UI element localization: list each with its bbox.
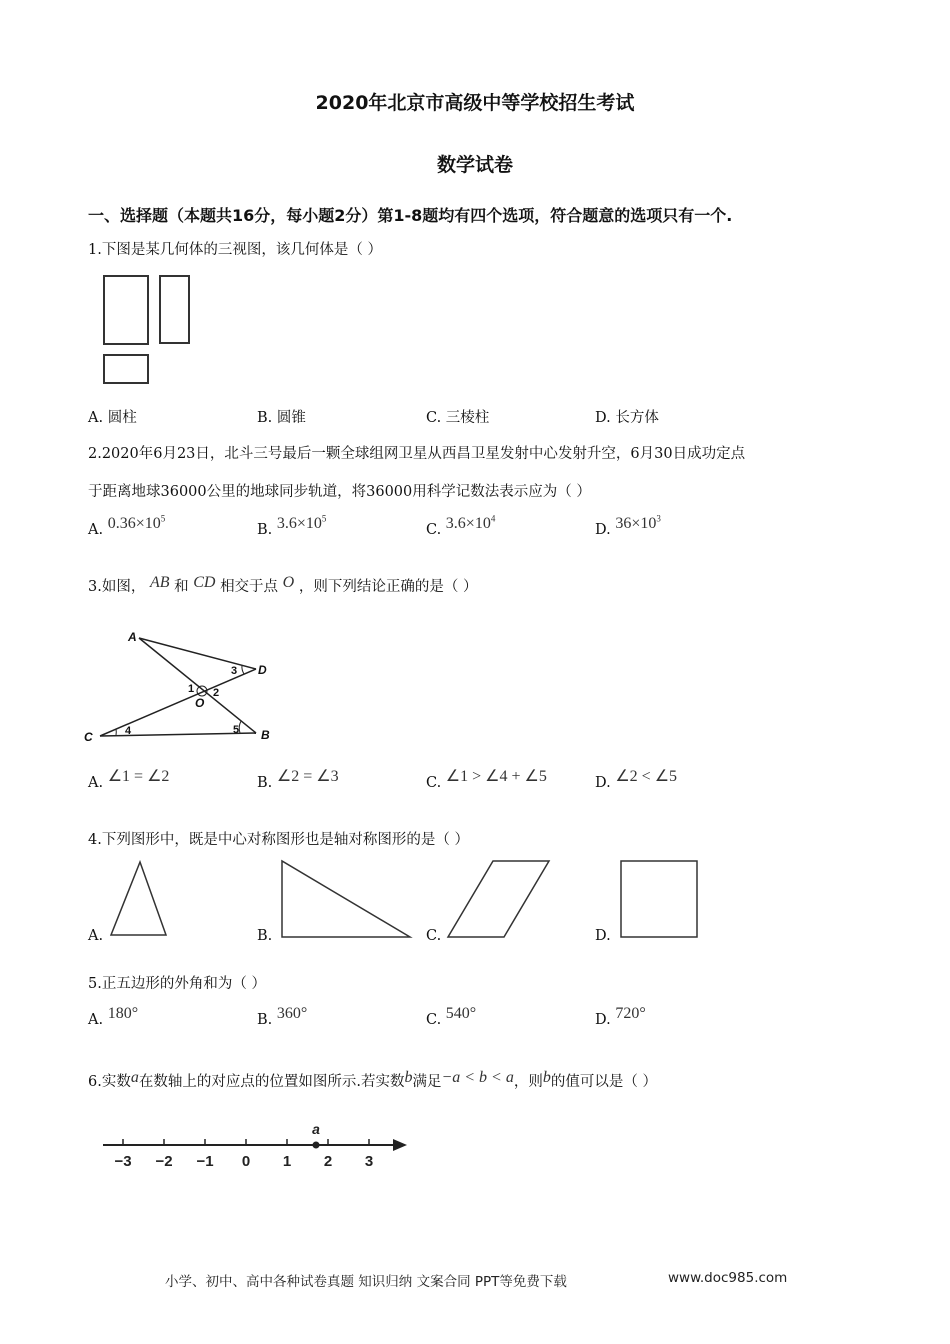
square-figure [618, 858, 700, 940]
q2-option-c: C. $3.6\times 10^4$ [426, 514, 496, 539]
q5-option-d: D. 720° [595, 1005, 646, 1028]
q2-option-d: D. $36\times 10^3$ [595, 514, 661, 539]
angle-label-1: 1 [188, 683, 195, 695]
q1-option-d: D. 长方体 [595, 410, 659, 426]
angle-label-4: 4 [125, 725, 132, 737]
question-2-stem-line2: 于距离地球36000公里的地球同步轨道，将36000用科学记数法表示应为（ ） [88, 484, 591, 500]
side-view-rect [160, 276, 189, 343]
q5-option-a: A. 180° [88, 1005, 139, 1028]
angle-5-arc [239, 721, 241, 733]
isosceles-triangle-figure [108, 858, 170, 940]
question-5-stem: 5.正五边形的外角和为（ ） [88, 976, 266, 992]
point-a-marker [313, 1142, 320, 1149]
angle-label-5: 5 [233, 724, 240, 736]
angle-label-3: 3 [231, 665, 238, 677]
label-d: D [258, 663, 267, 677]
q3-option-d: D. ∠2 < ∠5 [595, 768, 678, 791]
q4-option-a-letter: A. [88, 928, 104, 944]
q4-option-b-letter: B. [257, 928, 273, 944]
question-6-stem: 6.实数a在数轴上的对应点的位置如图所示.若实数b满足−a < b < a，则b的值可以是（ ） [88, 1069, 657, 1090]
right-triangle-figure [278, 858, 414, 940]
question-4-stem: 4.下列图形中，既是中心对称图形也是轴对称图形的是（ ） [88, 832, 469, 848]
number-line-tick-label: 0 [241, 1153, 251, 1170]
number-line-tick-label: −1 [196, 1153, 214, 1170]
q5-option-c: C. 540° [426, 1005, 477, 1028]
number-line-tick-label: 2 [323, 1153, 333, 1170]
label-c: C [84, 730, 93, 744]
q3-option-a: A. ∠1 = ∠2 [88, 768, 170, 791]
parallelogram-figure [445, 858, 553, 940]
label-o: O [195, 696, 205, 710]
q2-option-a: A. $0.36\times 10^5$ [88, 514, 166, 539]
label-b: B [261, 728, 270, 742]
top-view-rect [104, 355, 148, 383]
point-a-label: a [312, 1121, 320, 1137]
number-line-figure [95, 1118, 415, 1174]
angle-label-2: 2 [213, 687, 220, 699]
label-a: A [128, 630, 137, 644]
footer-site-link[interactable]: www.doc985.com [668, 1270, 788, 1286]
paper-subtitle: 数学试卷 [436, 154, 513, 176]
segment-ab [139, 638, 256, 733]
axis-arrow-icon [393, 1139, 407, 1151]
intersecting-lines-figure [82, 625, 282, 750]
exam-title: 2020年北京市高级中等学校招生考试 [315, 92, 635, 114]
section-heading: 一、选择题（本题共16分，每小题2分）第1-8题均有四个选项，符合题意的选项只有一个. [88, 206, 733, 225]
q1-option-a: A. 圆柱 [88, 410, 137, 426]
footer-text: 小学、初中、高中各种试卷真题 知识归纳 文案合同 PPT等免费下载 [165, 1274, 567, 1290]
question-2-stem-line1: 2.2020年6月23日，北斗三号最后一颗全球组网卫星从西昌卫星发射中心发射升空，6月30日成功定点 [88, 446, 746, 462]
number-line-tick-label: −2 [155, 1153, 173, 1170]
number-line-tick-label: −3 [114, 1153, 132, 1170]
question-1-stem: 1.下图是某几何体的三视图，该几何体是（ ） [88, 242, 382, 258]
q4-option-d-letter: D. [595, 928, 611, 944]
question-3-stem: 3.如图， AB 和 CD 相交于点 O ，则下列结论正确的是（ ） [88, 574, 478, 595]
q2-option-b: B. $3.6\times 10^5$ [257, 514, 327, 539]
number-line-tick-label: 1 [282, 1153, 292, 1170]
q1-option-c: C. 三棱柱 [426, 410, 490, 426]
q4-option-c-letter: C. [426, 928, 442, 944]
segment-ad [139, 638, 256, 669]
number-line-tick-label: 3 [364, 1153, 374, 1170]
front-view-rect [104, 276, 148, 344]
q3-option-b: B. ∠2 = ∠3 [257, 768, 339, 791]
q1-option-b: B. 圆锥 [257, 410, 306, 426]
three-views-figure [100, 272, 195, 388]
q3-option-c: C. ∠1 > ∠4 + ∠5 [426, 768, 547, 791]
q5-option-b: B. 360° [257, 1005, 308, 1028]
